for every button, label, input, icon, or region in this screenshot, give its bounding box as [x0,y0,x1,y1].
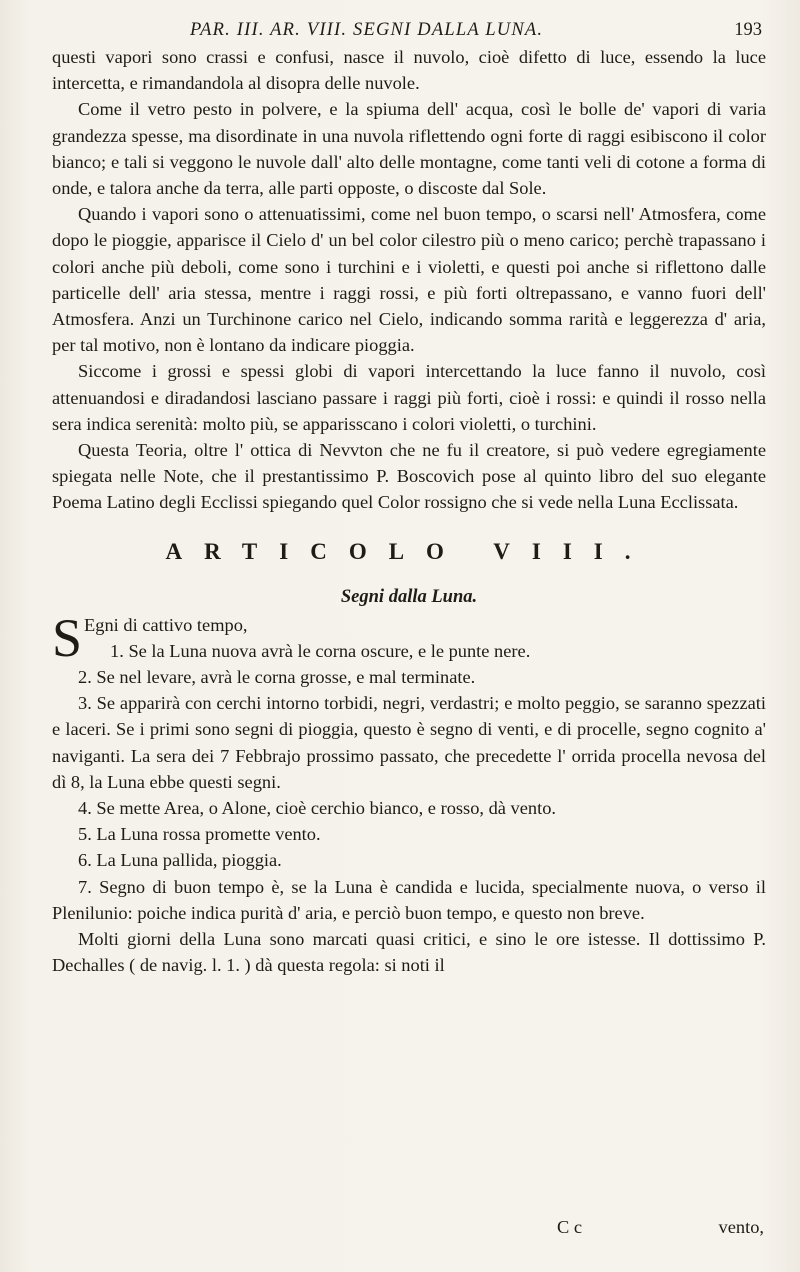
section-subtitle: Segni dalla Luna. [340,586,478,607]
paragraph: Questa Teoria, oltre l' ottica di Nevvton che ne fu il creatore, si può vedere egregiamente spiegata nelle Note, che il prestantissimo P. Boscovich pose al quinto libro del suo elegante Poema Latino degli Ecclissi spiegando quel Color rossigno che si vede nella Luna Ecclissata. [52,440,766,513]
running-head: PAR. III. AR. VIII. SEGNI DALLA LUNA. [190,20,544,40]
catchword: vento, [718,1217,764,1237]
list-item: 7. Segno di buon tempo è, se la Luna è candida e lucida, specialmente nuova, o verso il Plenilunio: poiche indica purità d' aria, e perciò buon tempo, e questo non breve. [52,876,766,923]
paragraph: Siccome i grossi e spessi globi di vapori intercettando la luce fanno il nuvolo, così attenuandosi e diradandosi lasciano passare i raggi più forti, cioè i rossi: e quindi il rosso nella sera indica serenità: molto più, se apparisscano i colori violetti, o turchini. [52,361,766,434]
list-item: 1. Se la Luna nuova avrà le corna oscure, e le punte nere. [110,640,531,661]
signature-mark: C c [557,1217,583,1237]
signs-intro-text: Egni di cattivo tempo, [84,614,248,635]
closing-paragraph: Molti giorni della Luna sono marcati quasi critici, e sino le ore istesse. Il dottissimo P. Dechalles ( de navig. l. 1. ) dà questa regola: si noti il [52,929,766,976]
list-item: 6. La Luna pallida, pioggia. [78,850,282,871]
list-item: 4. Se mette Area, o Alone, cioè cerchio bianco, e rosso, dà vento. [78,798,557,819]
drop-cap: S [52,607,83,668]
article-heading: ARTICOLO VIII. [165,538,653,564]
paragraph: Come il vetro pesto in polvere, e la spiuma dell' acqua, così le bolle de' vapori di varia grandezza spesse, ma disordinate in una nuvola riflettendo ogni forte di raggi esibiscono il color bianco; e tali si veggono le nuvole dall' alto delle montagne, come tanti veli di cotone a forma di onde, e talora anche da terra, alle parti opposte, o discoste dal Sole. [52,99,766,199]
page-header [90,20,762,46]
page-number: 193 [734,20,762,40]
body-text [52,44,766,979]
paragraph: Quando i vapori sono o attenuatissimi, come nel buon tempo, o scarsi nell' Atmosfera, come dopo le pioggie, apparisce il Cielo d' un bel color cilestro più o meno carico; perchè trapassano i colori anche più deboli, come sono i turchini e i violetti, e questi poi anche si riflettono dalle particelle dell' aria stessa, mentre i raggi rossi, e più forti oltrepassano, e vanno fuori dell' Atmosfera. Anzi un Turchinone carico nel Cielo, indicando somma rarità e leggerezza d' aria, per tal motivo, non è lontano da indicare pioggia. [52,204,766,356]
list-item: 3. Se apparirà con cerchi intorno torbidi, negri, verdastri; e molto peggio, se saranno spezzati e laceri. Se i primi sono segni di pioggia, questo è segno di venti, e di procelle, segno cognito a' naviganti. La sera dei 7 Febbrajo prossimo passato, che precedette l' orrida procella nevosa del dì 8, la Luna ebbe questi segni. [52,693,766,792]
list-item: 2. Se nel levare, avrà le corna grosse, e mal terminate. [78,667,476,688]
page-footer [52,1217,766,1243]
list-item: 5. La Luna rossa promette vento. [78,824,321,845]
paragraph: questi vapori sono crassi e confusi, nasce il nuvolo, cioè difetto di luce, essendo la luce intercetta, e rimandandola al disopra delle nuvole. [52,47,766,94]
